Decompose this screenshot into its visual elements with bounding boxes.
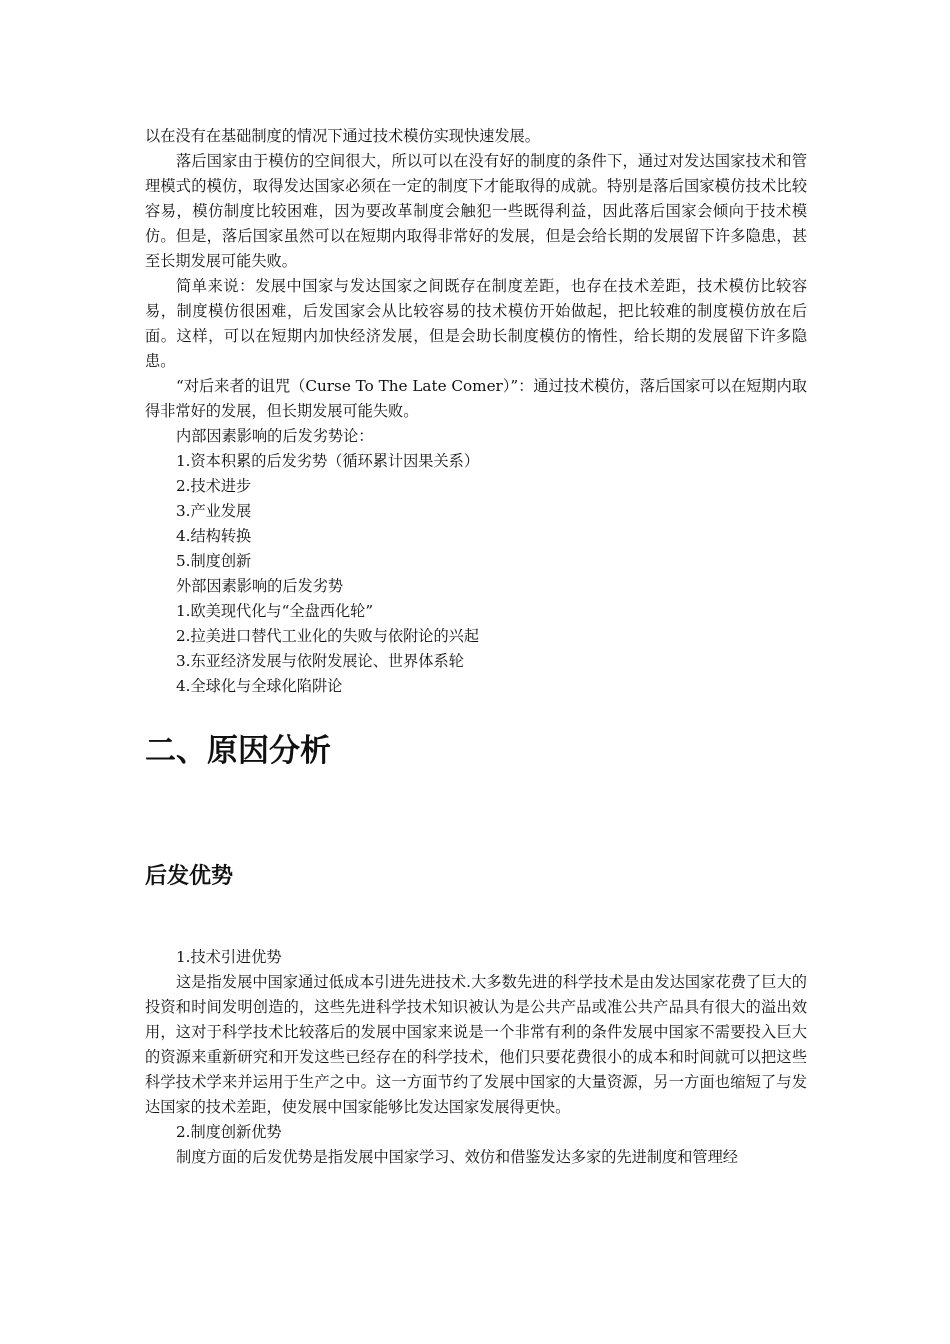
list-item: 2.拉美进口替代工业化的失败与依附论的兴起 (176, 627, 480, 645)
paragraph-imitation: 落后国家由于模仿的空间很大，所以可以在没有好的制度的条件下，通过对发达国家技术和管理模式的模仿，取得发达国家必须在一定的制度下才能取得的成就。特别是落后国家模仿技术比较容易，模仿制度比较困难，因为要改革制度会触犯一些既得利益，因此落后国家会倾向于技术模仿。但是，落后国家虽然可以在短期内取得非常好的发展，但是会给长期的发展留下许多隐患，甚至长期发展可能失败。 (145, 152, 807, 270)
institution-advantage-heading: 2.制度创新优势 (176, 1123, 282, 1141)
document-page (145, 124, 807, 1170)
institution-advantage-paragraph: 制度方面的后发优势是指发展中国家学习、效仿和借鉴发达多家的先进制度和管理经 (176, 1148, 738, 1166)
list-item: 3.产业发展 (176, 502, 252, 520)
tech-advantage-heading: 1.技术引进优势 (176, 948, 282, 966)
external-factors-heading: 外部因素影响的后发劣势 (176, 577, 344, 595)
paragraph-continuation: 以在没有在基础制度的情况下通过技术模仿实现快速发展。 (145, 127, 540, 145)
paragraph-curse: “对后来者的诅咒（Curse To The Late Comer）”：通过技术模仿，落后国家可以在短期内取得非常好的发展，但长期发展可能失败。 (145, 377, 807, 420)
tech-advantage-paragraph: 这是指发展中国家通过低成本引进先进技术.大多数先进的科学技术是由发达国家花费了巨大的投资和时间发明创造的，这些先进科学技术知识被认为是公共产品或准公共产品具有很大的溢出效用，这对于科学技术比较落后的发展中国家来说是一个非常有利的条件发展中国家不需要投入巨大的资源来重新研究和开发这些已经存在的科学技术，他们只要花费很小的成本和时间就可以把这些科学技术学来并运用于生产之中。这一方面节约了发展中国家的大量资源，另一方面也缩短了与发达国家的技术差距，使发展中国家能够比发达国家发展得更快。 (145, 973, 807, 1116)
list-item: 3.东亚经济发展与依附发展论、世界体系轮 (176, 652, 464, 670)
list-item: 1.欧美现代化与“全盘西化轮” (176, 602, 374, 620)
subsection-title: 后发优势 (145, 864, 234, 889)
list-item: 4.结构转换 (176, 527, 252, 545)
section-title: 二、原因分析 (145, 733, 331, 769)
list-item: 5.制度创新 (176, 552, 252, 570)
paragraph-summary: 简单来说：发展中国家与发达国家之间既存在制度差距，也存在技术差距，技术模仿比较容易，制度模仿很困难，后发国家会从比较容易的技术模仿开始做起，把比较难的制度模仿放在后面。这样，可以在短期内加快经济发展，但是会助长制度模仿的惰性，给长期的发展留下许多隐患。 (145, 277, 807, 370)
list-item: 4.全球化与全球化陷阱论 (176, 677, 343, 695)
list-item: 2.技术进步 (176, 477, 252, 495)
internal-factors-heading: 内部因素影响的后发劣势论： (176, 427, 374, 445)
list-item: 1.资本积累的后发劣势（循环累计因果关系） (176, 452, 480, 470)
